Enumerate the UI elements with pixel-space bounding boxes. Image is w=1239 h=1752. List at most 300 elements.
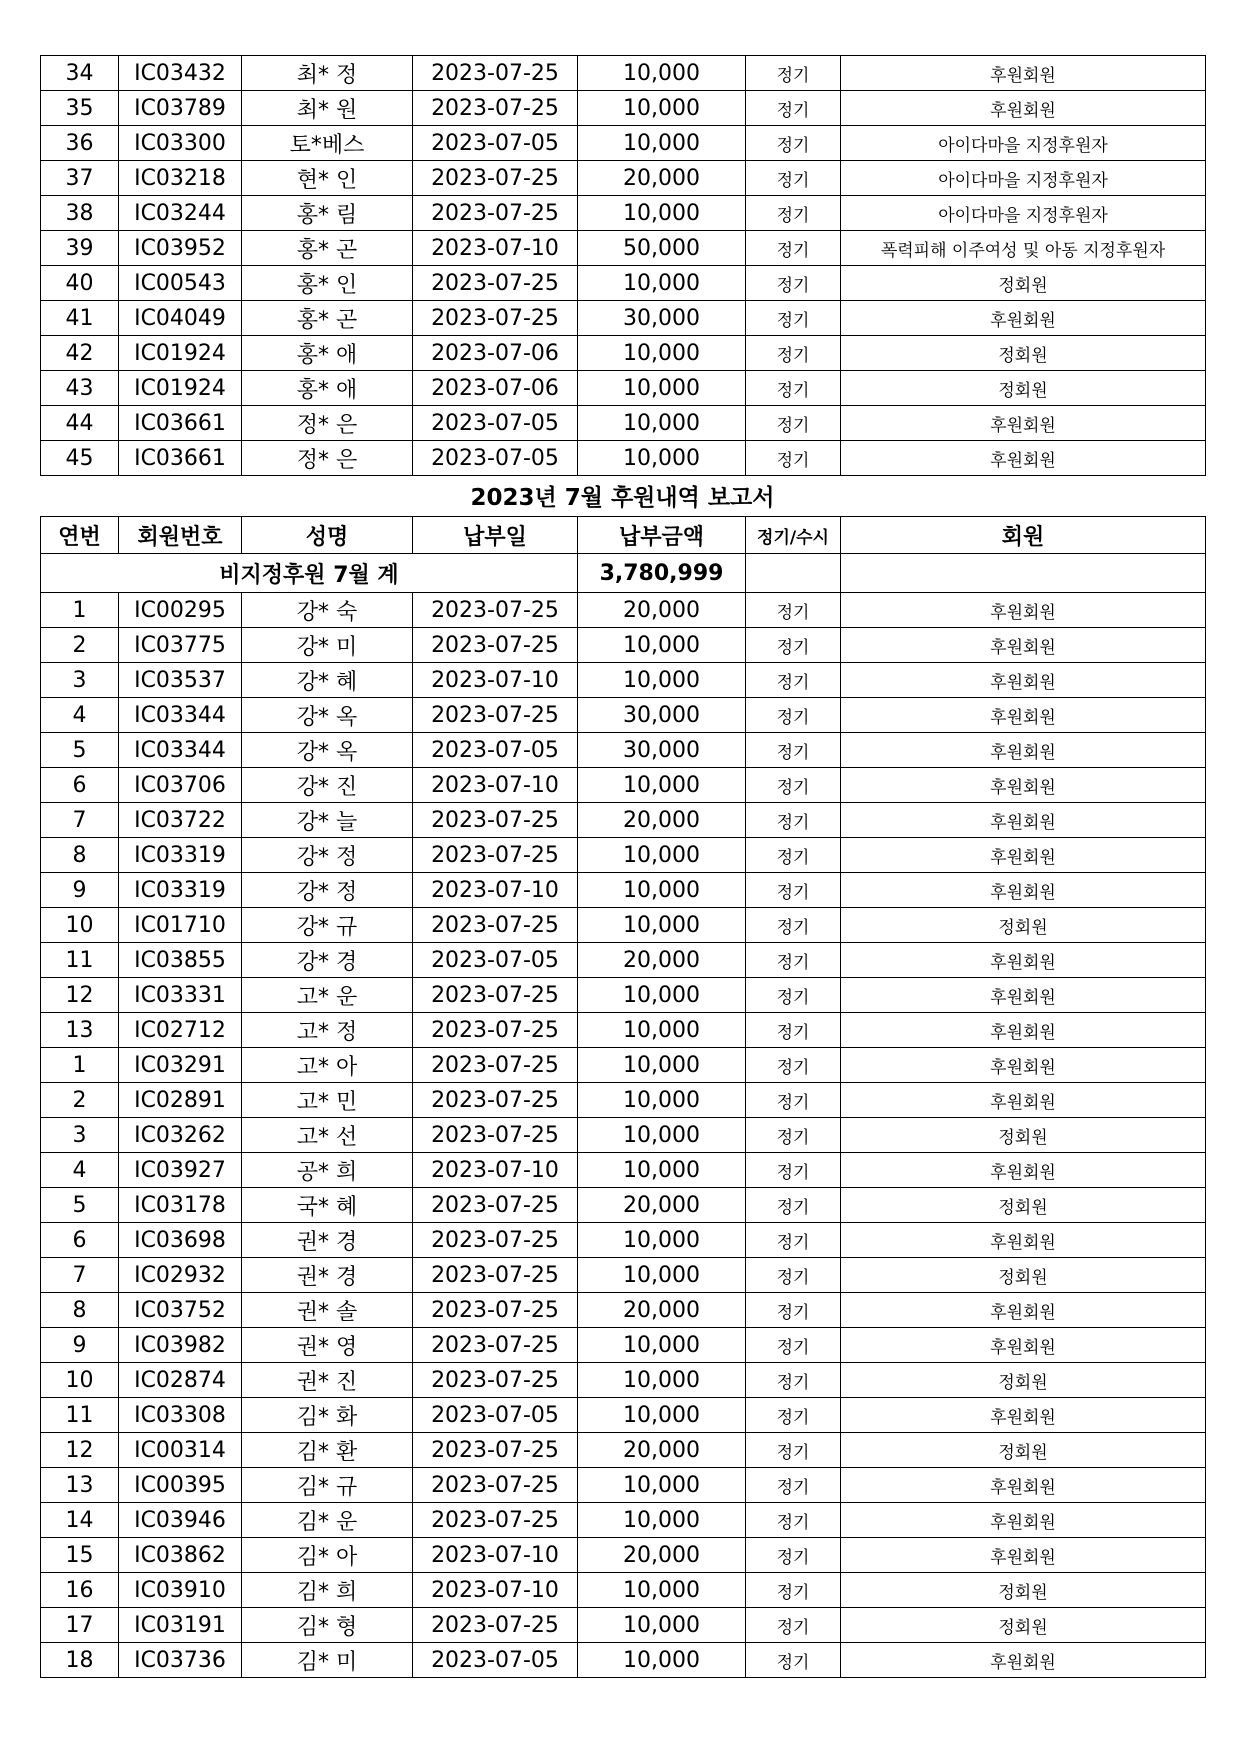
cell-payment-date: 2023-07-25 [413,301,578,336]
cell-type: 정기 [746,768,841,803]
cell-member-type: 정회원 [841,908,1206,943]
cell-seq: 2 [41,1083,119,1118]
table-row [41,908,1206,943]
cell-amount: 10,000 [578,1363,746,1398]
cell-type: 정기 [746,733,841,768]
cell-type: 정기 [746,663,841,698]
cell-seq: 16 [41,1573,119,1608]
cell-payment-date: 2023-07-10 [413,873,578,908]
cell-amount: 10,000 [578,663,746,698]
cell-member-type: 후원회원 [841,628,1206,663]
table-row [41,196,1206,231]
cell-type: 정기 [746,1013,841,1048]
cell-payment-date: 2023-07-06 [413,371,578,406]
cell-payment-date: 2023-07-25 [413,56,578,91]
cell-name: 강* 미 [242,628,413,663]
cell-payment-date: 2023-07-25 [413,1293,578,1328]
cell-member-type: 정회원 [841,1118,1206,1153]
cell-member-id: IC03432 [119,56,242,91]
cell-member-id: IC03331 [119,978,242,1013]
cell-member-type: 정회원 [841,1573,1206,1608]
cell-member-id: IC01710 [119,908,242,943]
cell-name: 고* 민 [242,1083,413,1118]
cell-member-type: 정회원 [841,1363,1206,1398]
cell-seq: 6 [41,1223,119,1258]
cell-name: 김* 운 [242,1503,413,1538]
cell-payment-date: 2023-07-25 [413,91,578,126]
cell-seq: 4 [41,698,119,733]
cell-member-id: IC03752 [119,1293,242,1328]
table-row [41,733,1206,768]
table-row [41,768,1206,803]
cell-name: 정* 은 [242,441,413,476]
cell-payment-date: 2023-07-25 [413,1013,578,1048]
cell-name: 김* 미 [242,1643,413,1678]
cell-amount: 10,000 [578,196,746,231]
table-row [41,1573,1206,1608]
cell-payment-date: 2023-07-25 [413,1188,578,1223]
cell-member-type: 후원회원 [841,1223,1206,1258]
cell-member-id: IC03789 [119,91,242,126]
cell-type: 정기 [746,1293,841,1328]
cell-amount: 10,000 [578,1468,746,1503]
table-row [41,266,1206,301]
table-row [41,1083,1206,1118]
table-row [41,1328,1206,1363]
cell-seq: 14 [41,1503,119,1538]
cell-member-id: IC03344 [119,733,242,768]
cell-member-id: IC00295 [119,593,242,628]
cell-member-id: IC02891 [119,1083,242,1118]
cell-payment-date: 2023-07-25 [413,593,578,628]
cell-name: 고* 운 [242,978,413,1013]
cell-payment-date: 2023-07-05 [413,126,578,161]
cell-amount: 10,000 [578,56,746,91]
cell-type: 정기 [746,838,841,873]
cell-type: 정기 [746,1468,841,1503]
table-row [41,1013,1206,1048]
table-row [41,1258,1206,1293]
cell-amount: 20,000 [578,1433,746,1468]
cell-name: 강* 옥 [242,733,413,768]
cell-payment-date: 2023-07-10 [413,663,578,698]
cell-payment-date: 2023-07-25 [413,628,578,663]
cell-amount: 10,000 [578,126,746,161]
cell-member-type: 후원회원 [841,1153,1206,1188]
cell-member-id: IC03982 [119,1328,242,1363]
cell-member-id: IC03244 [119,196,242,231]
cell-amount: 10,000 [578,371,746,406]
cell-type: 정기 [746,266,841,301]
table-row [41,1223,1206,1258]
cell-payment-date: 2023-07-25 [413,1608,578,1643]
cell-member-id: IC00395 [119,1468,242,1503]
cell-seq: 13 [41,1468,119,1503]
cell-seq: 7 [41,1258,119,1293]
cell-type: 정기 [746,1398,841,1433]
cell-member-type: 후원회원 [841,873,1206,908]
header-amount: 납부금액 [578,517,746,554]
cell-type: 정기 [746,1223,841,1258]
cell-payment-date: 2023-07-25 [413,978,578,1013]
cell-name: 고* 선 [242,1118,413,1153]
cell-amount: 20,000 [578,803,746,838]
donation-report-table [40,516,1206,1678]
cell-member-id: IC03706 [119,768,242,803]
table-row [41,1643,1206,1678]
table-row [41,838,1206,873]
cell-seq: 12 [41,1433,119,1468]
cell-member-type: 후원회원 [841,838,1206,873]
cell-member-id: IC03537 [119,663,242,698]
cell-amount: 10,000 [578,406,746,441]
cell-member-type: 정회원 [841,1188,1206,1223]
cell-seq: 41 [41,301,119,336]
cell-payment-date: 2023-07-10 [413,1153,578,1188]
cell-amount: 10,000 [578,1048,746,1083]
subtotal-empty-cell [841,554,1206,593]
cell-member-type: 후원회원 [841,698,1206,733]
cell-name: 홍* 림 [242,196,413,231]
cell-seq: 36 [41,126,119,161]
table-row [41,91,1206,126]
cell-type: 정기 [746,1153,841,1188]
cell-payment-date: 2023-07-05 [413,943,578,978]
cell-payment-date: 2023-07-25 [413,1083,578,1118]
cell-payment-date: 2023-07-25 [413,1328,578,1363]
cell-seq: 9 [41,873,119,908]
cell-amount: 10,000 [578,1328,746,1363]
cell-seq: 5 [41,1188,119,1223]
cell-member-type: 정회원 [841,1433,1206,1468]
cell-name: 강* 정 [242,838,413,873]
cell-amount: 30,000 [578,698,746,733]
cell-amount: 10,000 [578,628,746,663]
cell-payment-date: 2023-07-25 [413,1258,578,1293]
cell-seq: 4 [41,1153,119,1188]
cell-member-id: IC00314 [119,1433,242,1468]
table-row [41,1363,1206,1398]
cell-member-id: IC02874 [119,1363,242,1398]
table-row [41,1468,1206,1503]
table-row [41,301,1206,336]
cell-type: 정기 [746,301,841,336]
cell-seq: 45 [41,441,119,476]
header-payment-date: 납부일 [413,517,578,554]
cell-type: 정기 [746,873,841,908]
cell-name: 정* 은 [242,406,413,441]
cell-member-type: 후원회원 [841,593,1206,628]
cell-seq: 10 [41,908,119,943]
cell-seq: 35 [41,91,119,126]
cell-amount: 20,000 [578,943,746,978]
cell-name: 강* 옥 [242,698,413,733]
cell-amount: 10,000 [578,1083,746,1118]
cell-payment-date: 2023-07-25 [413,266,578,301]
cell-payment-date: 2023-07-25 [413,1363,578,1398]
cell-member-type: 정회원 [841,1608,1206,1643]
table-row [41,978,1206,1013]
cell-amount: 20,000 [578,1188,746,1223]
cell-seq: 5 [41,733,119,768]
table-row [41,663,1206,698]
cell-name: 강* 정 [242,873,413,908]
cell-member-type: 정회원 [841,266,1206,301]
cell-type: 정기 [746,56,841,91]
cell-member-id: IC03910 [119,1573,242,1608]
cell-name: 김* 규 [242,1468,413,1503]
cell-member-type: 후원회원 [841,1643,1206,1678]
cell-name: 강* 경 [242,943,413,978]
cell-seq: 6 [41,768,119,803]
cell-member-type: 아이다마을 지정후원자 [841,196,1206,231]
cell-name: 김* 형 [242,1608,413,1643]
cell-seq: 9 [41,1328,119,1363]
cell-name: 토*베스 [242,126,413,161]
cell-member-id: IC03308 [119,1398,242,1433]
table-row [41,943,1206,978]
cell-member-type: 후원회원 [841,301,1206,336]
header-name: 성명 [242,517,413,554]
cell-name: 공* 희 [242,1153,413,1188]
table-row [41,406,1206,441]
cell-payment-date: 2023-07-25 [413,161,578,196]
cell-name: 고* 정 [242,1013,413,1048]
cell-seq: 7 [41,803,119,838]
cell-type: 정기 [746,1188,841,1223]
table-row [41,1048,1206,1083]
cell-member-id: IC03262 [119,1118,242,1153]
table-row [41,1398,1206,1433]
cell-member-id: IC03319 [119,838,242,873]
cell-name: 권* 진 [242,1363,413,1398]
table-row [41,231,1206,266]
cell-name: 홍* 인 [242,266,413,301]
cell-payment-date: 2023-07-05 [413,406,578,441]
cell-amount: 10,000 [578,838,746,873]
cell-name: 김* 희 [242,1573,413,1608]
cell-amount: 20,000 [578,593,746,628]
cell-type: 정기 [746,1643,841,1678]
cell-type: 정기 [746,1573,841,1608]
cell-seq: 1 [41,593,119,628]
cell-type: 정기 [746,161,841,196]
cell-payment-date: 2023-07-25 [413,1503,578,1538]
cell-member-type: 후원회원 [841,978,1206,1013]
cell-type: 정기 [746,441,841,476]
cell-type: 정기 [746,943,841,978]
cell-member-type: 정회원 [841,371,1206,406]
cell-type: 정기 [746,908,841,943]
cell-seq: 38 [41,196,119,231]
cell-member-id: IC03319 [119,873,242,908]
cell-name: 강* 늘 [242,803,413,838]
table-row [41,1293,1206,1328]
cell-amount: 10,000 [578,873,746,908]
cell-type: 정기 [746,1258,841,1293]
cell-member-id: IC02932 [119,1258,242,1293]
cell-member-type: 후원회원 [841,943,1206,978]
cell-type: 정기 [746,91,841,126]
cell-payment-date: 2023-07-25 [413,1223,578,1258]
cell-amount: 10,000 [578,1608,746,1643]
donation-table-continued [40,55,1206,476]
header-seq: 연번 [41,517,119,554]
table-row [41,1503,1206,1538]
cell-name: 강* 숙 [242,593,413,628]
cell-member-type: 후원회원 [841,768,1206,803]
cell-amount: 10,000 [578,1013,746,1048]
cell-seq: 3 [41,663,119,698]
cell-seq: 15 [41,1538,119,1573]
cell-type: 정기 [746,1503,841,1538]
cell-member-type: 후원회원 [841,1083,1206,1118]
cell-payment-date: 2023-07-05 [413,1398,578,1433]
cell-member-id: IC03946 [119,1503,242,1538]
cell-member-type: 후원회원 [841,1503,1206,1538]
cell-amount: 10,000 [578,1573,746,1608]
cell-member-id: IC03927 [119,1153,242,1188]
cell-name: 김* 환 [242,1433,413,1468]
cell-type: 정기 [746,1118,841,1153]
cell-amount: 10,000 [578,266,746,301]
cell-payment-date: 2023-07-05 [413,733,578,768]
header-type: 정기/수시 [746,517,841,554]
cell-member-type: 후원회원 [841,441,1206,476]
cell-name: 강* 혜 [242,663,413,698]
cell-amount: 10,000 [578,908,746,943]
cell-type: 정기 [746,1433,841,1468]
cell-member-id: IC01924 [119,336,242,371]
cell-payment-date: 2023-07-25 [413,803,578,838]
cell-seq: 40 [41,266,119,301]
cell-type: 정기 [746,1083,841,1118]
cell-member-id: IC03736 [119,1643,242,1678]
cell-amount: 10,000 [578,1503,746,1538]
cell-type: 정기 [746,126,841,161]
cell-amount: 10,000 [578,978,746,1013]
cell-name: 최* 원 [242,91,413,126]
cell-seq: 43 [41,371,119,406]
cell-seq: 11 [41,943,119,978]
cell-seq: 2 [41,628,119,663]
cell-member-type: 정회원 [841,336,1206,371]
cell-type: 정기 [746,698,841,733]
subtotal-row [41,554,1206,593]
cell-name: 홍* 곤 [242,301,413,336]
cell-member-id: IC03661 [119,406,242,441]
cell-seq: 11 [41,1398,119,1433]
cell-member-type: 후원회원 [841,91,1206,126]
cell-type: 정기 [746,1538,841,1573]
cell-payment-date: 2023-07-10 [413,768,578,803]
cell-amount: 10,000 [578,1398,746,1433]
cell-member-id: IC04049 [119,301,242,336]
cell-member-type: 후원회원 [841,733,1206,768]
cell-type: 정기 [746,371,841,406]
cell-name: 홍* 애 [242,336,413,371]
cell-type: 정기 [746,1048,841,1083]
cell-type: 정기 [746,1608,841,1643]
cell-payment-date: 2023-07-06 [413,336,578,371]
cell-payment-date: 2023-07-25 [413,838,578,873]
cell-type: 정기 [746,231,841,266]
cell-member-type: 폭력피해 이주여성 및 아동 지정후원자 [841,231,1206,266]
cell-name: 최* 정 [242,56,413,91]
cell-member-id: IC03952 [119,231,242,266]
cell-member-id: IC03661 [119,441,242,476]
cell-name: 권* 경 [242,1258,413,1293]
report-title: 2023년 7월 후원내역 보고서 [470,485,775,511]
table-row [41,371,1206,406]
cell-name: 권* 경 [242,1223,413,1258]
cell-amount: 20,000 [578,1538,746,1573]
cell-name: 김* 화 [242,1398,413,1433]
cell-member-type: 후원회원 [841,406,1206,441]
cell-member-id: IC01924 [119,371,242,406]
cell-member-type: 후원회원 [841,1538,1206,1573]
cell-amount: 10,000 [578,1258,746,1293]
cell-name: 홍* 애 [242,371,413,406]
cell-name: 권* 영 [242,1328,413,1363]
cell-payment-date: 2023-07-25 [413,1048,578,1083]
header-member-id: 회원번호 [119,517,242,554]
cell-type: 정기 [746,406,841,441]
cell-seq: 3 [41,1118,119,1153]
cell-amount: 10,000 [578,1153,746,1188]
table-row [41,698,1206,733]
cell-seq: 8 [41,838,119,873]
cell-member-type: 아이다마을 지정후원자 [841,126,1206,161]
cell-seq: 37 [41,161,119,196]
cell-seq: 8 [41,1293,119,1328]
cell-member-id: IC03344 [119,698,242,733]
cell-member-id: IC03775 [119,628,242,663]
cell-seq: 10 [41,1363,119,1398]
cell-member-id: IC03178 [119,1188,242,1223]
cell-amount: 20,000 [578,1293,746,1328]
cell-seq: 39 [41,231,119,266]
cell-type: 정기 [746,1328,841,1363]
table-row [41,1608,1206,1643]
cell-member-id: IC03300 [119,126,242,161]
cell-member-type: 정회원 [841,1258,1206,1293]
cell-amount: 10,000 [578,1643,746,1678]
cell-member-type: 후원회원 [841,1048,1206,1083]
cell-name: 고* 아 [242,1048,413,1083]
table-header-row [41,517,1206,554]
cell-payment-date: 2023-07-25 [413,698,578,733]
cell-amount: 10,000 [578,441,746,476]
cell-member-id: IC03191 [119,1608,242,1643]
table-row [41,593,1206,628]
cell-amount: 30,000 [578,301,746,336]
table-row [41,161,1206,196]
cell-type: 정기 [746,803,841,838]
table-row [41,1538,1206,1573]
cell-member-type: 후원회원 [841,663,1206,698]
cell-amount: 10,000 [578,336,746,371]
table-row [41,873,1206,908]
cell-type: 정기 [746,1363,841,1398]
cell-type: 정기 [746,336,841,371]
cell-member-id: IC03722 [119,803,242,838]
cell-amount: 10,000 [578,768,746,803]
cell-amount: 30,000 [578,733,746,768]
cell-payment-date: 2023-07-10 [413,1538,578,1573]
cell-payment-date: 2023-07-25 [413,908,578,943]
cell-amount: 10,000 [578,91,746,126]
